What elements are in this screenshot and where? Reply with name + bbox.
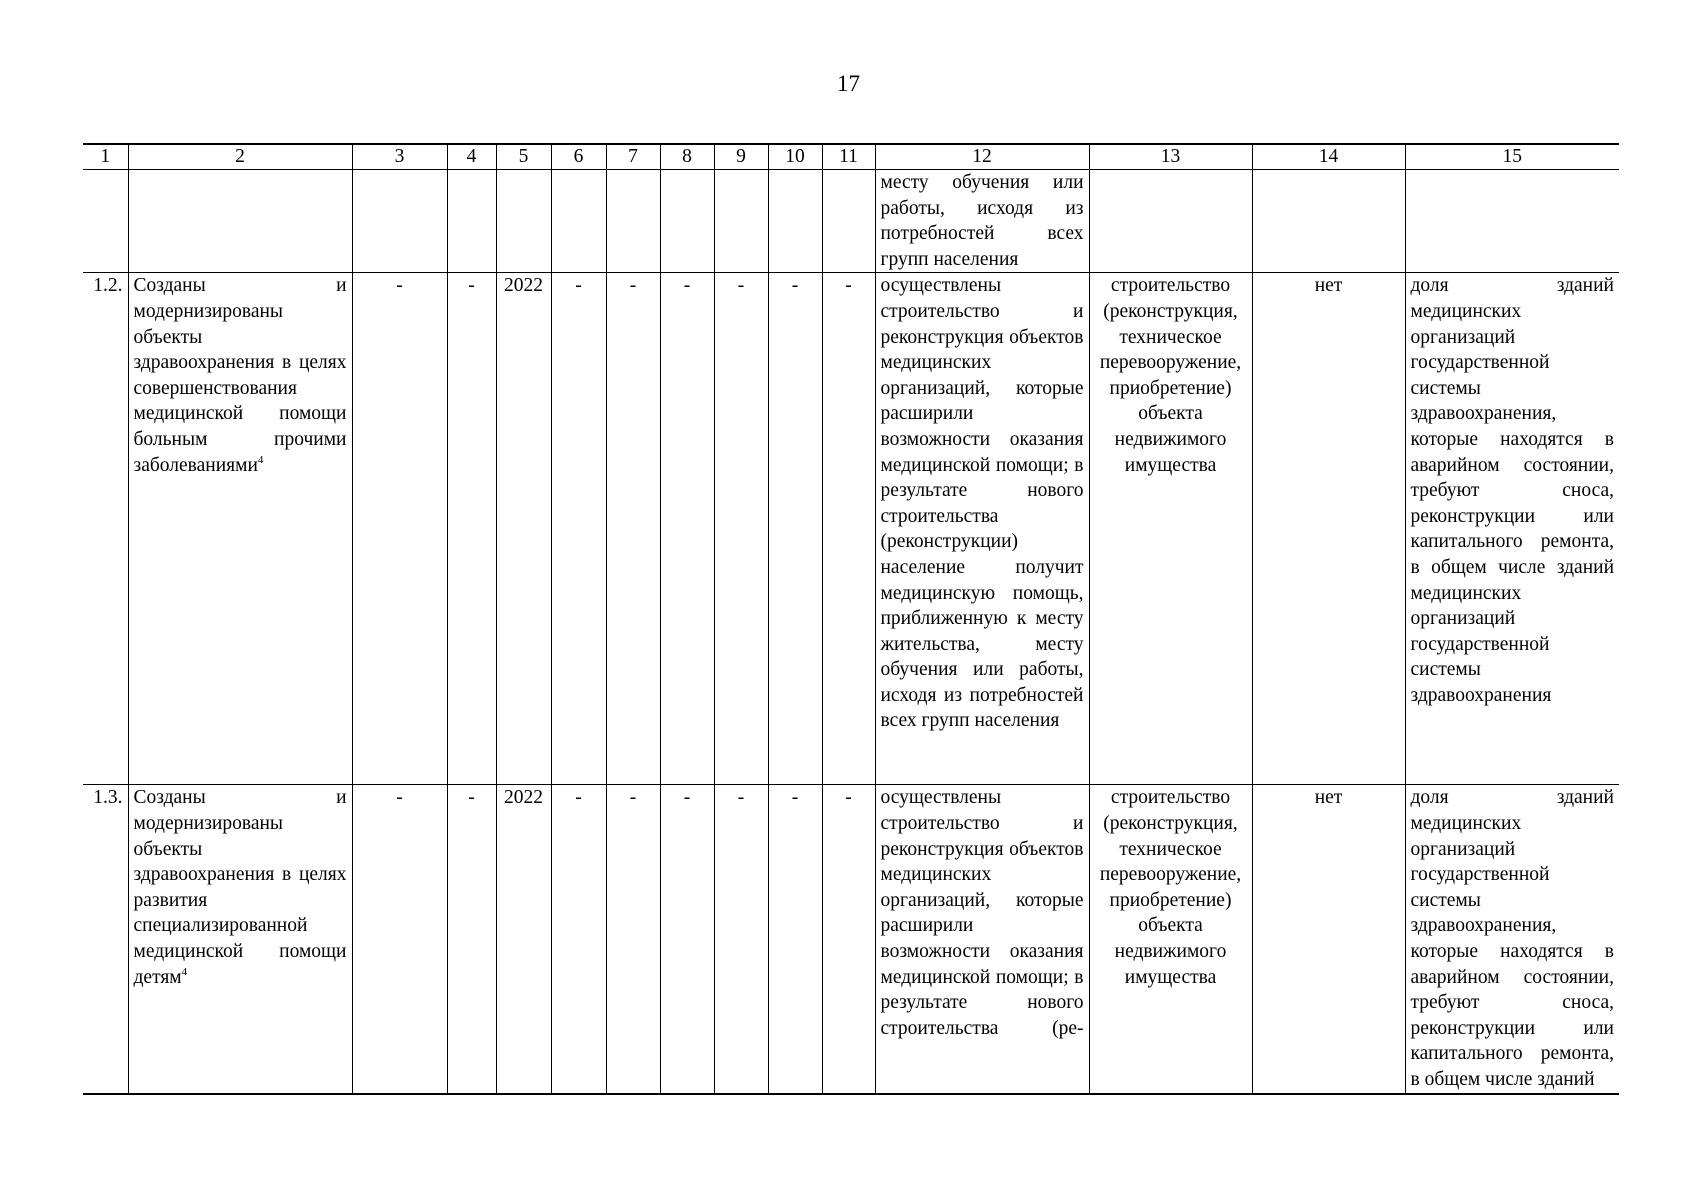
cell-col3: - — [352, 785, 447, 1094]
header-cell: 6 — [551, 144, 606, 170]
cell-col4 — [447, 170, 496, 273]
header-cell: 7 — [606, 144, 660, 170]
cell-col8 — [660, 170, 714, 273]
cell-col11: - — [822, 273, 875, 785]
result-type — [1089, 170, 1252, 273]
cell-col5: 2022 — [496, 273, 551, 785]
header-cell: 4 — [447, 144, 496, 170]
indicator-text: доля зданий медицинских организаций государственной системы здравоохранения, которые находятся в аварийном состоянии, требуют сноса, реконструкции или капитального ремонта, в общем числе зданий медицинских организаций государственной системы здравоохранения — [1405, 273, 1619, 785]
table-row — [83, 170, 1619, 273]
header-cell: 13 — [1089, 144, 1252, 170]
cell-col9: - — [714, 273, 768, 785]
flag-cell: нет — [1252, 785, 1405, 1094]
cell-col10 — [768, 170, 822, 273]
cell-col9: - — [714, 785, 768, 1094]
document-table — [83, 143, 1619, 1095]
row-number — [83, 170, 128, 273]
header-cell: 8 — [660, 144, 714, 170]
table-header-row — [83, 144, 1619, 170]
cell-col10: - — [768, 785, 822, 1094]
cell-col7: - — [606, 785, 660, 1094]
cell-col3 — [352, 170, 447, 273]
cell-col6: - — [551, 273, 606, 785]
indicator-text — [1405, 170, 1619, 273]
result-type: строительство (реконструкция, техническое перевооружение, приобретение) объекта недвижимого имущества — [1089, 785, 1252, 1094]
result-type: строительство (реконструкция, техническое перевооружение, приобретение) объекта недвижимого имущества — [1089, 273, 1252, 785]
header-cell: 10 — [768, 144, 822, 170]
row-number: 1.2. — [83, 273, 128, 785]
cell-col4: - — [447, 785, 496, 1094]
header-cell: 15 — [1405, 144, 1619, 170]
result-name — [128, 170, 352, 273]
header-cell: 9 — [714, 144, 768, 170]
table-row — [83, 785, 1619, 1094]
cell-col4: - — [447, 273, 496, 785]
cell-col6 — [551, 170, 606, 273]
header-cell: 1 — [83, 144, 128, 170]
header-cell: 12 — [875, 144, 1089, 170]
table-row — [83, 273, 1619, 785]
cell-col11: - — [822, 785, 875, 1094]
cell-col6: - — [551, 785, 606, 1094]
header-cell: 2 — [128, 144, 352, 170]
characteristic-text: осуществлены строительство и реконструкция объектов медицинских организаций, которые расширили возможности оказания медицинской помощи; в результате нового строительства (реконструкции) население получит медицинскую помощь, приближенную к месту жительства, месту обучения или работы, исходя из потребностей всех групп населения — [875, 273, 1089, 785]
header-cell: 3 — [352, 144, 447, 170]
flag-cell: нет — [1252, 273, 1405, 785]
characteristic-text: месту обучения или работы, исходя из потребностей всех групп населения — [875, 170, 1089, 273]
cell-col10: - — [768, 273, 822, 785]
header-cell: 11 — [822, 144, 875, 170]
cell-col3: - — [352, 273, 447, 785]
cell-col5 — [496, 170, 551, 273]
row-number: 1.3. — [83, 785, 128, 1094]
cell-col7: - — [606, 273, 660, 785]
footnote-marker: 4 — [257, 453, 264, 466]
header-cell: 5 — [496, 144, 551, 170]
header-cell: 14 — [1252, 144, 1405, 170]
flag-cell — [1252, 170, 1405, 273]
cell-col5: 2022 — [496, 785, 551, 1094]
cell-col7 — [606, 170, 660, 273]
cell-col9 — [714, 170, 768, 273]
cell-col11 — [822, 170, 875, 273]
result-name: Созданы и модернизированы объекты здравоохранения в целях совершенствования медицинской помощи больным прочими заболеваниями$^4$ — [128, 273, 352, 785]
indicator-text: доля зданий медицинских организаций государственной системы здравоохранения, которые находятся в аварийном состоянии, требуют сноса, реконструкции или капитального ремонта, в общем числе зданий — [1405, 785, 1619, 1094]
cell-col8: - — [660, 785, 714, 1094]
footnote-marker: 4 — [181, 965, 188, 978]
page-number: 17 — [837, 71, 860, 96]
result-name: Созданы и модернизированы объекты здравоохранения в целях развития специализированной медицинской помощи детям$^4$ — [128, 785, 352, 1094]
cell-col8: - — [660, 273, 714, 785]
characteristic-text: осуществлены строительство и реконструкция объектов медицинских организаций, которые расширили возможности оказания медицинской помощи; в результате нового строительства (ре- — [875, 785, 1089, 1094]
